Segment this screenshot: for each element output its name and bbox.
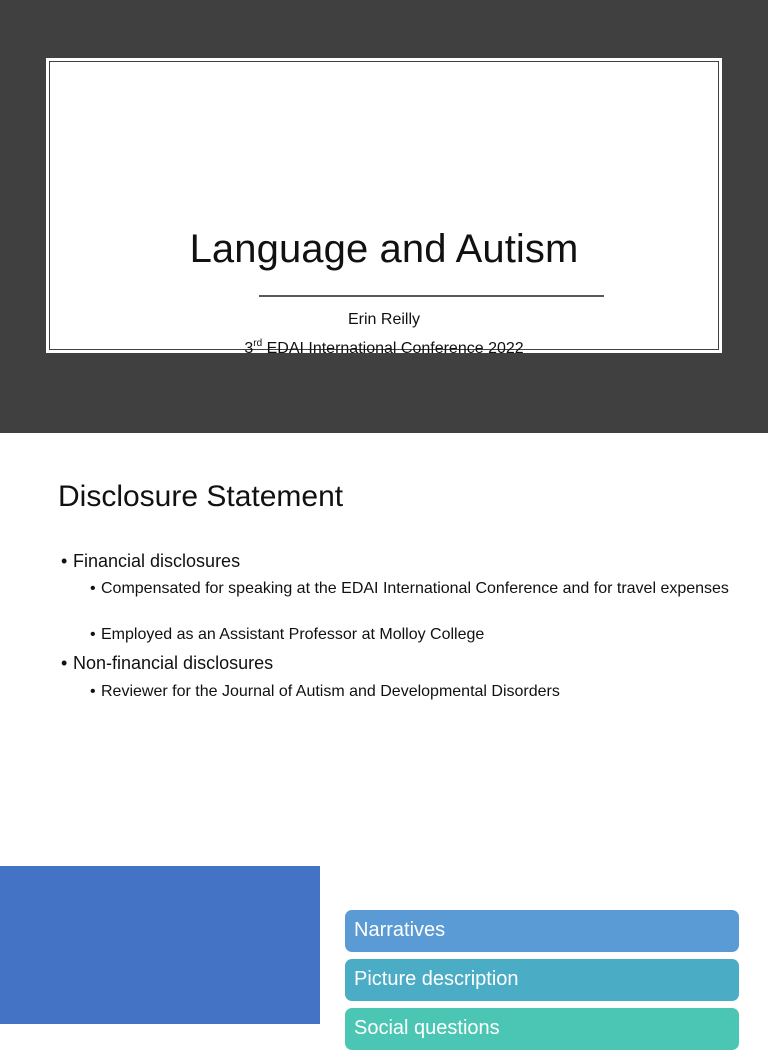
sublist-item-text: Employed as an Assistant Professor at Molloy College: [101, 626, 485, 643]
slide-title: Disclosure Statement: [58, 480, 344, 513]
list-item-financial: [61, 551, 240, 572]
conference-ordinal: 3: [244, 340, 254, 357]
bullet: •: [90, 683, 96, 700]
sublist-item: [90, 624, 730, 645]
topic-picture-description: Picture description: [345, 959, 739, 1001]
conference-name: [47, 340, 721, 358]
title-box: [46, 58, 722, 357]
bullet: •: [61, 551, 68, 571]
sublist-item: [90, 578, 730, 620]
conference-title: EDAI International Conference 2022: [262, 340, 524, 357]
conference-ordinal-suffix: rd: [253, 338, 263, 349]
topic-narratives: Narratives: [345, 910, 739, 952]
bullet: •: [90, 626, 96, 643]
list-item-label: Non-financial disclosures: [73, 653, 274, 673]
sublist-item-text: Reviewer for the Journal of Autism and Developmental Disorders: [101, 683, 560, 700]
list-item-label: Financial disclosures: [73, 551, 241, 571]
sublist-item: [90, 681, 730, 702]
bullet: •: [90, 580, 96, 597]
list-item-nonfinancial: [61, 653, 273, 674]
topics-slide: [0, 866, 768, 1039]
disclosure-slide: [0, 433, 768, 866]
author-name: Erin Reilly: [347, 311, 420, 328]
title-divider: [259, 295, 604, 297]
blue-side-panel: [0, 866, 320, 1024]
title-slide: [0, 0, 768, 433]
title-box-frame: [49, 61, 719, 350]
sublist-item-text: Compensated for speaking at the EDAI International Conference and for travel expenses: [101, 580, 729, 597]
presentation-title: Language and Autism: [189, 227, 579, 271]
topic-social-questions: Social questions: [345, 1008, 739, 1050]
bullet: •: [61, 653, 68, 673]
